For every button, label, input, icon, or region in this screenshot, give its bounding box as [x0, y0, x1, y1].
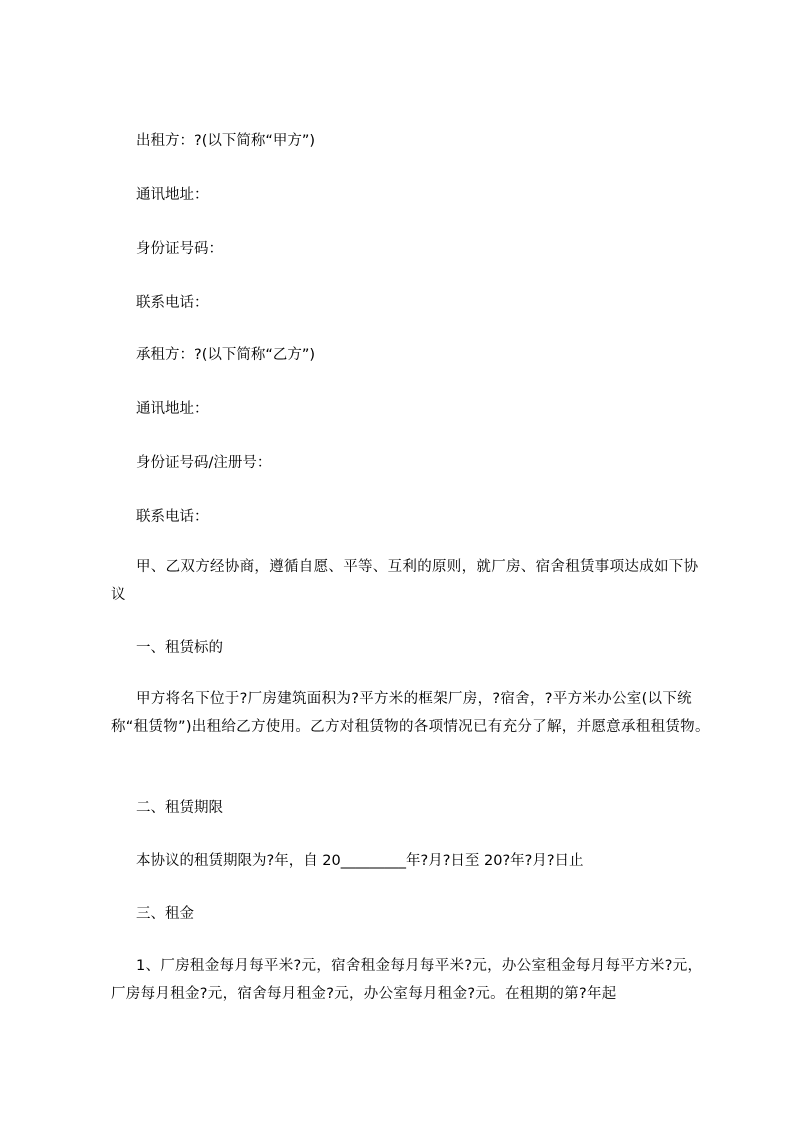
lessor-party-line: 出租方：?(以下简称“甲方”) [136, 133, 316, 149]
section1-heading: 一、租赁标的 [136, 640, 223, 656]
lessor-id-line: 身份证号码： [136, 241, 223, 257]
intro-paragraph [111, 553, 711, 609]
lessee-id-line: 身份证号码/注册号： [136, 455, 272, 471]
lessor-phone-line: 联系电话： [136, 295, 209, 311]
section1-body [111, 685, 711, 741]
lessee-party-line: 承租方：?(以下简称“乙方”) [136, 347, 316, 363]
lessee-phone-line: 联系电话： [136, 509, 209, 525]
section3-heading: 三、租金 [136, 906, 194, 922]
lessor-address-line: 通讯地址： [136, 187, 209, 203]
section2-body: 本协议的租赁期限为?年，自 20_________年?月?日至 20?年?月?日止 [136, 853, 584, 869]
lessee-address-line: 通讯地址： [136, 401, 209, 417]
section3-item1 [111, 952, 711, 1008]
intro-text: 甲、乙双方经协商，遵循自愿、平等、互利的原则，就厂房、宿舍租赁事项达成如下协议 [111, 559, 699, 603]
section2-heading: 二、租赁期限 [136, 800, 223, 816]
section3-item1-text: 1、厂房租金每月每平米?元，宿舍租金每月每平米?元，办公室租金每月每平方米?元，厂房每月租金?元，宿舍每月租金?元，办公室每月租金?元。在租期的第?年起 [111, 958, 703, 1002]
section1-body-text: 甲方将名下位于?厂房建筑面积为?平方米的框架厂房，?宿舍，?平方米办公室(以下统称“租赁物”)出租给乙方使用。乙方对租赁物的各项情况已有充分了解，并愿意承租租赁物。 [111, 691, 710, 735]
